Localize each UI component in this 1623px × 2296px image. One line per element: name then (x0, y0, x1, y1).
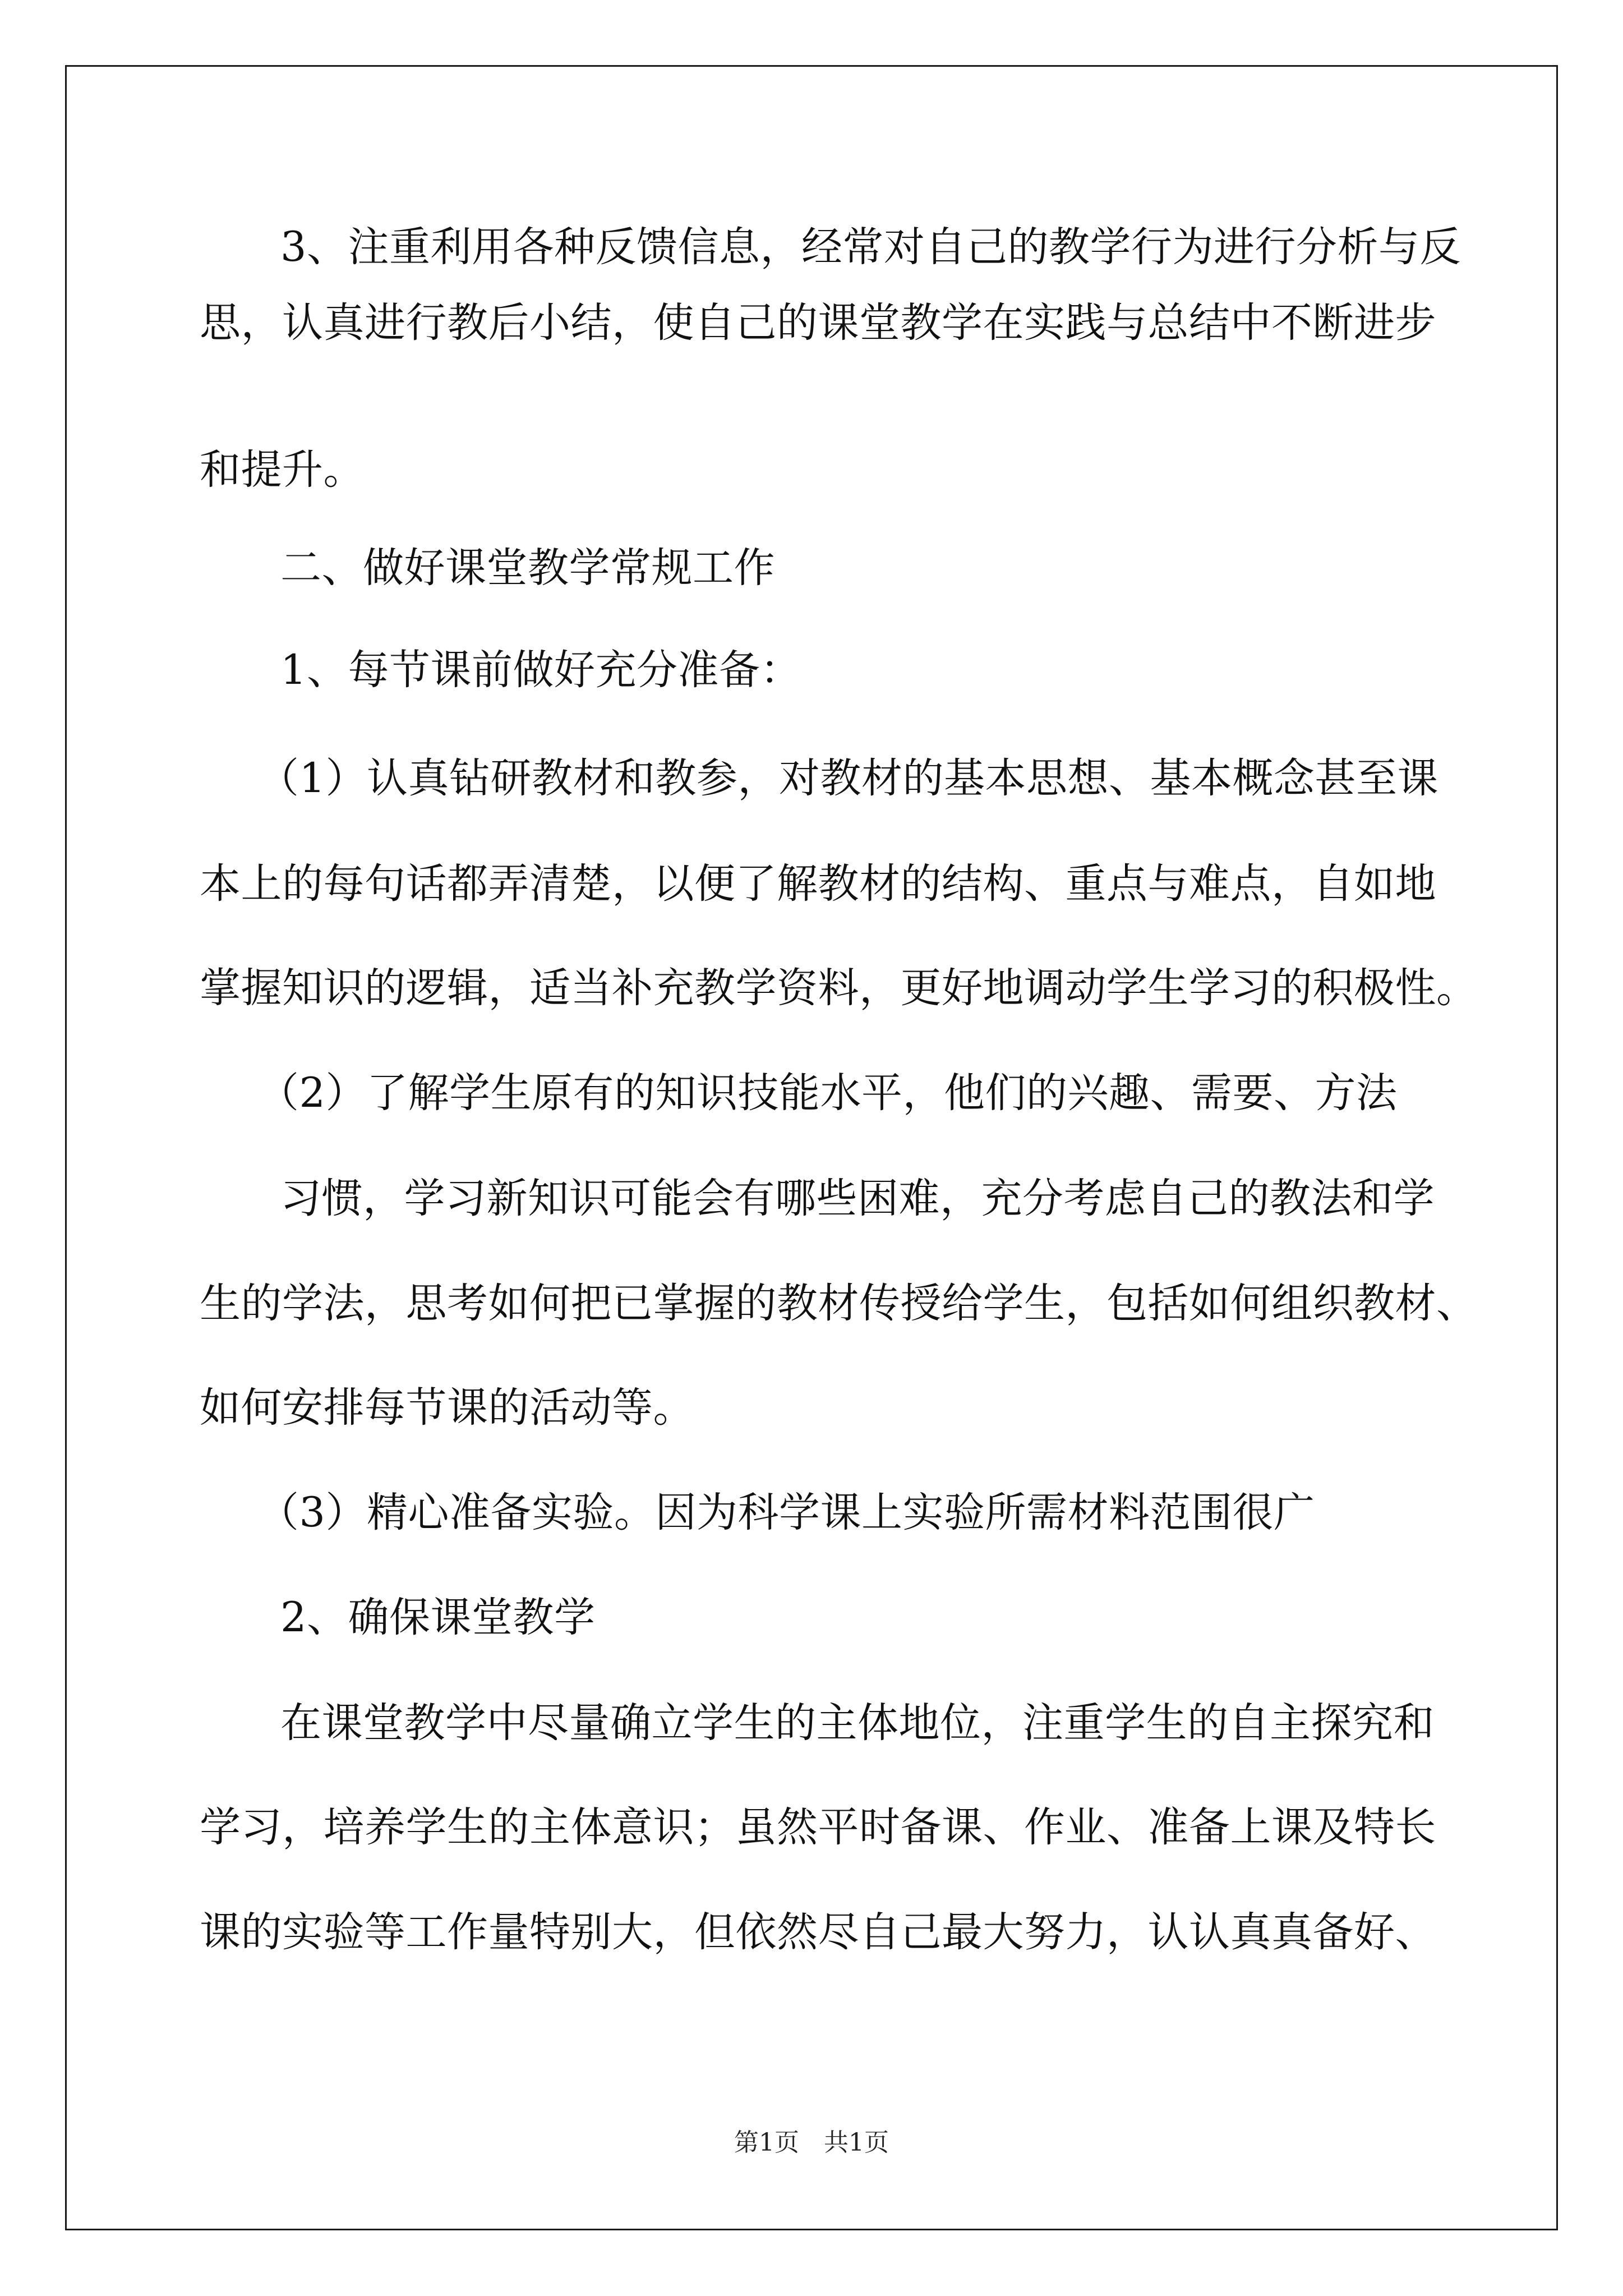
page-border (65, 65, 1558, 2230)
text-line: （1）认真钻研教材和教参，对教材的基本思想、基本概念甚至课 (258, 754, 1438, 802)
text-line: （2）了解学生原有的知识技能水平，他们的兴趣、需要、方法 (258, 1069, 1398, 1117)
subsection-heading: 1、每节课前做好充分准备： (280, 646, 801, 694)
text-line: 3、注重利用各种反馈信息，经常对自己的教学行为进行分析与反 (280, 223, 1461, 271)
text-line: 生的学法，思考如何把已掌握的教材传授给学生，包括如何组织教材、 (200, 1280, 1478, 1327)
text-line: 本上的每句话都弄清楚，以便了解教材的结构、重点与难点，自如地 (200, 860, 1436, 908)
text-line: 和提升。 (200, 446, 365, 494)
text-line: 如何安排每节课的活动等。 (200, 1384, 694, 1432)
section-heading: 二、做好课堂教学常规工作 (280, 544, 775, 592)
page-number: 第1页 共1页 (734, 2128, 889, 2157)
text-line: 课的实验等工作量特别大，但依然尽自己最大努力，认认真真备好、 (200, 1908, 1436, 1956)
text-line: 掌握知识的逻辑，适当补充教学资料，更好地调动学生学习的积极性。 (200, 964, 1478, 1012)
text-line: 习惯，学习新知识可能会有哪些困难，充分考虑自己的教法和学 (280, 1175, 1435, 1222)
subsection-heading: 2、确保课堂教学 (280, 1594, 596, 1641)
text-line: （3）精心准备实验。因为科学课上实验所需材料范围很广 (258, 1489, 1315, 1536)
text-line: 学习，培养学生的主体意识；虽然平时备课、作业、准备上课及特长 (200, 1803, 1436, 1851)
text-line: 思，认真进行教后小结，使自己的课堂教学在实践与总结中不断进步 (200, 299, 1436, 347)
text-line: 在课堂教学中尽量确立学生的主体地位，注重学生的自主探究和 (280, 1699, 1435, 1747)
